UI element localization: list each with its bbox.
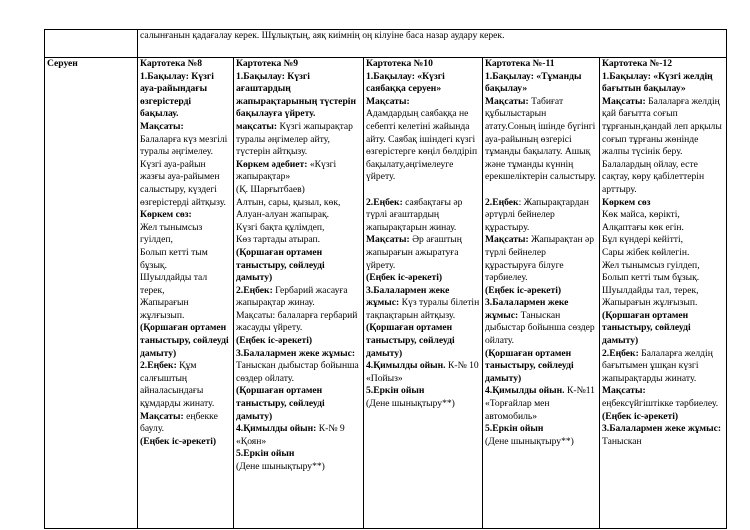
card-line-segment: Күз туралы білетін тақпақтарын айтқызу. (366, 297, 480, 321)
card-line-segment: Күзгі жапырақтар туралы әңгімелер айту, түстерін айтқызу. (236, 120, 353, 158)
card-line: (Қоршаған ортамен таныстыру, сөйлеуді дамыту) (236, 385, 325, 422)
card-line: Болып кетті тым бұзық. (140, 246, 208, 271)
card-11 (485, 58, 597, 528)
card-line (485, 234, 597, 284)
card-line: (Қоршаған ортамен таныстыру, сөйлеуді дамыту) (485, 347, 574, 384)
card-line: 1.Бақылау: «Күзгі саябаққа серуен» (366, 70, 445, 95)
card-line: Адамдардың саябаққа не себепті келетіні жайында айту. Саябақ ішіндегі күзгі өзгерістерге көңіл бөлдіріп бақылату,әңгімелеуге үйрету. (366, 108, 478, 183)
card-line-segment: 3.Балалармен жеке жұмыс: (485, 297, 569, 321)
card-line: Көз тартады атырап. (236, 234, 321, 246)
card-line: Көркем сөз (602, 196, 651, 208)
card-line-segment: Мақсаты: (602, 95, 646, 107)
card-line: (Еңбек іс-әрекеті) (602, 410, 679, 422)
card-line-segment: Әр ағаштың жапырағын ажыратуға үйрету. (366, 234, 462, 271)
section-label-cell (45, 58, 138, 529)
card-line: Мақсаты: (366, 95, 410, 107)
card-line-segment: «Күзгі жапырақтар» (236, 158, 337, 183)
card-line-segment: Жапырақтан әр түрлі бейнелер құрастыруға білуге тәрбиелеу. (485, 234, 595, 284)
card-12 (602, 58, 724, 528)
card-line-segment: : Жапырақтардан әртүрлі бейнелер құрастыру. (485, 196, 589, 233)
card-line-segment: Балаларға желдің бағытымен ұшқан күзгі жапырақтарды жинату. (602, 347, 713, 384)
table-row (45, 58, 727, 529)
card-line (366, 285, 480, 323)
card-line (602, 96, 724, 197)
card-line: (Қоршаған ортамен таныстыру, сөйлеуді дамыту) (602, 309, 691, 347)
card-cell-12 (600, 58, 727, 529)
card-line (236, 159, 361, 184)
card-line-segment: саябақтағы әр түрлі ағаштардың жапырақтарын жинау. (366, 196, 463, 233)
card-line: (Қ. Шарғытбаев) (236, 183, 305, 195)
card-line: Шуылдайды тал, терек, (602, 284, 699, 296)
card-line: Мақсаты: балаларға гербарий жасауды үйрету. (236, 309, 358, 334)
card-line: (Еңбек іс-әрекеті) (236, 335, 313, 347)
card-line: 5.Еркін ойын (485, 423, 544, 435)
card-line (236, 348, 361, 386)
card-line: Шуылдайды тал терек, (140, 272, 208, 296)
empty-cell (45, 30, 138, 58)
card-line: 5.Еркін ойын (236, 448, 295, 460)
card-line (602, 348, 724, 386)
table-row (45, 30, 727, 58)
card-line: еңбексүйгіштікке тәрбиелеу. (602, 398, 719, 410)
card-line: (Қоршаған ортамен таныстыру, сөйлеуді дамыту) (366, 322, 455, 359)
card-line-segment: 3.Балалармен жеке жұмыс: (602, 423, 722, 435)
card-line: (Еңбек іс-әрекеті) (366, 272, 443, 284)
card-line (485, 184, 597, 197)
instruction-text: салынғанын қадағалау керек. Шұлықтың, аяқ киімнің оң кілуіне баса назар аудару керек. (140, 30, 505, 41)
card-9 (236, 58, 361, 528)
card-line-segment: К-№ 10 «Пойыз» (366, 360, 479, 384)
card-line: Балаларға күз мезгілі туралы әңгімелеу. Күзгі ауа-райын жазғы ауа-райымен салыстыру, күздегі өзгерістерді айтқызу. (140, 133, 228, 208)
card-line: Картотека №8 (140, 58, 203, 69)
card-line-segment: Мақсаты: (485, 234, 529, 246)
card-line-segment: 4.Қимылды ойын: (236, 423, 317, 435)
instruction-cell (138, 30, 727, 58)
card-cell-11 (483, 58, 600, 529)
card-line: Мақсаты: (140, 120, 184, 132)
card-line (485, 297, 597, 347)
card-line (140, 411, 231, 436)
card-line: (Еңбек іс-әрекеті) (485, 284, 562, 296)
card-line: Жапырағын жұлғызып. (602, 297, 698, 309)
card-line: Картотека №9 (236, 58, 299, 69)
card-line: Алқаптағы көк егін. (602, 221, 684, 233)
card-cell-9 (234, 58, 364, 529)
card-line-segment: К-№11 «Торғайлар мен автомобиль» (485, 385, 595, 422)
card-line: (Дене шынықтыру**) (485, 435, 574, 447)
card-line-segment: Құм салғыштың айналасындағы құмдарды жинату. (140, 360, 215, 410)
card-cell-10 (364, 58, 483, 529)
card-line-segment: Мақсаты: (485, 95, 529, 107)
card-line: (Еңбек іс-әрекеті) (140, 435, 217, 447)
card-line: Бұл күндері кейітті, (602, 234, 684, 246)
card-line-segment: Гербарий жасауға жапырақтар жинау. (236, 284, 348, 309)
card-line: Сары жібек көйлегін. (602, 246, 690, 258)
card-line-segment: 2.Еңбек: (140, 360, 177, 372)
card-line-segment: Таныскан (602, 435, 642, 447)
card-line (366, 234, 480, 272)
card-line: Картотека №-12 (602, 58, 673, 69)
card-line-segment: К-№ 9 «Қоян» (236, 423, 345, 447)
card-line: Күзгі бақта құлімдеп, (236, 221, 325, 233)
card-line-segment: Мақсаты: (140, 410, 184, 422)
card-line (140, 360, 231, 410)
card-line-segment: Таныскан дыбыстар бойынша сөздер ойлату. (236, 360, 359, 384)
card-line-segment: 4.Қимылды ойын. (485, 385, 565, 397)
card-line: 1.Бақылау: Күзгі ағаштардың жапырақтарының түстерін бақылауға үйрету. (236, 70, 356, 120)
card-line (236, 423, 361, 448)
card-line-segment: Табиғат құбылыстарын атату.Соның ішінде бүгінгі ауа-райының өзгерісі тұманды бақылату. Ашық және тұманды күннің ерекшеліктерін салыстыру. (485, 95, 596, 183)
card-line-segment: Таныскан дыбыстар бойынша сөздер ойлату. (485, 309, 595, 347)
card-cell-8 (138, 58, 234, 529)
card-line (366, 184, 480, 197)
card-line-segment: Көркем әдебиет: (236, 158, 308, 170)
card-line-segment: 2.Еңбек: (366, 196, 403, 208)
card-line (485, 96, 597, 184)
card-line: Алтын, сары, қызыл, көк, (236, 196, 341, 208)
section-label: Серуен (47, 58, 78, 69)
card-line: (Қоршаған ортамен таныстыру, сөйлеуді дамыту) (236, 246, 325, 284)
card-line: Картотека №10 (366, 58, 433, 69)
card-line: Жел тынымсыз гуілдеп, (140, 221, 203, 246)
card-line: Алуан-алуан жапырақ. (236, 209, 330, 221)
card-line (366, 197, 480, 235)
card-line (236, 285, 361, 310)
card-line: Көркем сөз: (140, 209, 192, 221)
card-line (485, 197, 597, 235)
card-line: (Дене шынықтыру**) (366, 398, 455, 410)
card-line-segment: Мақсаты: (366, 234, 410, 246)
card-line: (Қоршаған ортамен таныстыру, сөйлеуді дамыту) (140, 322, 229, 359)
card-line: Картотека №-11 (485, 58, 555, 69)
card-line: 1.Бақылау: Күзгі ауа-райындағы өзгерістерді бақылау. (140, 70, 214, 120)
card-line-segment: еңбекке баулу. (140, 410, 218, 435)
card-line: Болып кетті тым бұзық. (602, 272, 700, 284)
card-line: Жапырағын жұлғызып. (140, 297, 189, 321)
card-10 (366, 58, 480, 528)
card-line (236, 121, 361, 159)
card-line: 1.Бақылау: «Тұманды бақылау» (485, 70, 582, 95)
card-line: (Дене шынықтыру**) (236, 461, 325, 472)
card-8 (140, 58, 231, 528)
card-line (485, 385, 597, 423)
card-line-segment: 3.Балалармен жеке жұмыс: (236, 347, 356, 359)
card-line: Көк майса, көрікті, (602, 209, 680, 221)
card-line-segment: 2.Еңбек (485, 196, 519, 208)
card-line-segment: 2.Еңбек: (236, 284, 273, 296)
card-line-segment: Балаларға желдің қай бағытта соғып тұрғанын,қандай леп арқылы соғып тұрғаны жөнінде жалпы түсінік беру. Балалардың ойлау, есте сақтау, көру қабілеттерін арттыру. (602, 95, 722, 195)
card-line: 5.Еркін ойын (366, 385, 425, 397)
card-line-segment: мақсаты: (236, 120, 278, 132)
card-line: 1.Бақылау: «Күзгі желдің бағытын бақылау» (602, 70, 713, 95)
card-line: Мақсаты: (602, 385, 646, 397)
card-line-segment: 3.Балалармен жеке жұмыс: (366, 284, 450, 309)
card-line (602, 423, 724, 448)
card-line (366, 360, 480, 385)
card-line: Жел тынымсыз гуілдеп, (602, 259, 700, 271)
card-line-segment: 4.Қимылды ойын. (366, 360, 446, 372)
card-line-segment: 2.Еңбек: (602, 347, 639, 359)
plan-table (44, 29, 727, 529)
